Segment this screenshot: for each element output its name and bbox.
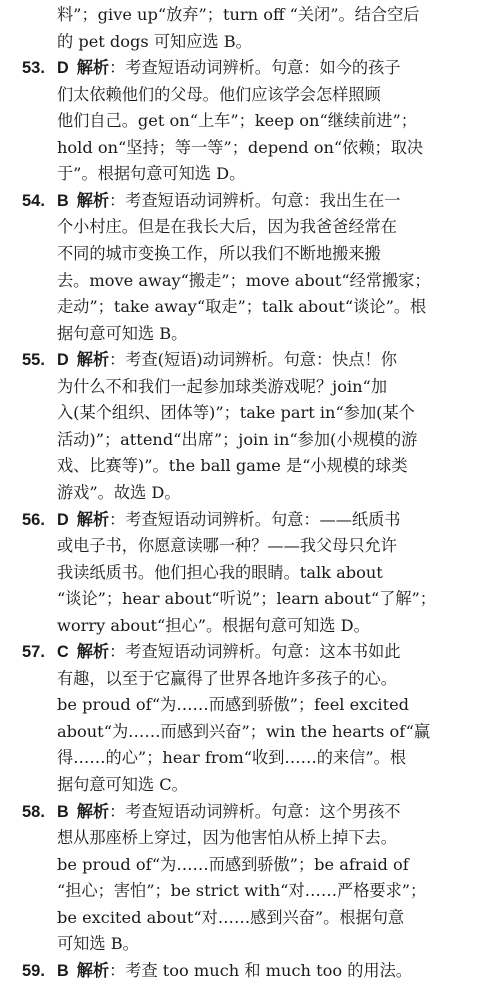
answer-letter: B bbox=[57, 961, 69, 980]
question-56-header bbox=[0, 507, 499, 533]
line-text: 的 pet dogs 可知应选 B。 bbox=[57, 31, 252, 51]
analysis-text: ：考查(短语)动词辨析。句意：快点！你 bbox=[109, 350, 397, 370]
analysis-text: ：考查短语动词辨析。句意：这本书如此 bbox=[109, 642, 401, 662]
explanation-line bbox=[0, 82, 499, 108]
answer-letter: D bbox=[57, 59, 69, 78]
answer-letter: D bbox=[57, 510, 69, 529]
answer-letter: C bbox=[57, 643, 69, 662]
analysis-text: ：考查短语动词辨析。句意：这个男孩不 bbox=[109, 801, 401, 821]
question-number: 56. bbox=[22, 510, 45, 529]
explanation-line bbox=[0, 294, 499, 320]
analysis-text: ：考查短语动词辨析。句意：我出生在一 bbox=[109, 190, 401, 210]
analysis-label: 解析 bbox=[76, 350, 110, 370]
line-text: worry about“担心”。根据句意可知选 D。 bbox=[57, 615, 370, 635]
explanation-line bbox=[0, 931, 499, 957]
explanation-line bbox=[0, 108, 499, 134]
question-53-header bbox=[0, 55, 499, 81]
question-number: 54. bbox=[22, 191, 45, 210]
explanation-line bbox=[0, 852, 499, 878]
line-text: 个小村庄。但是在我长大后，因为我爸爸经常在 bbox=[57, 217, 397, 237]
analysis-label: 解析 bbox=[76, 509, 110, 529]
line-text: “担心；害怕”；be strict with“对……严格要求”； bbox=[57, 881, 427, 901]
header-text bbox=[57, 507, 400, 533]
explanation-line bbox=[0, 586, 499, 612]
continuation-line bbox=[0, 29, 499, 55]
line-text: 据句意可知选 C。 bbox=[57, 774, 188, 794]
analysis-label: 解析 bbox=[76, 960, 110, 980]
line-text: 们太依赖他们的父母。他们应该学会怎样照顾 bbox=[57, 84, 381, 104]
line-text: 想从那座桥上穿过，因为他害怕从桥上掉下去。 bbox=[57, 828, 397, 847]
line-text: 不同的城市变换工作，所以我们不断地搬来搬 bbox=[57, 244, 381, 263]
explanation-line bbox=[0, 374, 499, 400]
analysis-label: 解析 bbox=[76, 642, 110, 662]
analysis-text: ：考查短语动词辨析。句意：如今的孩子 bbox=[109, 58, 401, 78]
answer-letter: B bbox=[57, 802, 69, 821]
line-text: hold on“坚持；等一等”；depend on“依赖；取决 bbox=[57, 137, 424, 157]
question-number: 59. bbox=[22, 961, 45, 980]
line-text: 据句意可知选 B。 bbox=[57, 323, 188, 343]
header-text bbox=[57, 188, 400, 214]
continuation-line bbox=[0, 2, 499, 28]
question-number: 57. bbox=[22, 643, 45, 662]
analysis-text: ：考查短语动词辨析。句意：——纸质书 bbox=[109, 509, 401, 529]
explanation-line bbox=[0, 480, 499, 506]
explanation-line bbox=[0, 719, 499, 745]
line-text: 走动”；take away“取走”；talk about“谈论”。根 bbox=[57, 297, 427, 317]
line-text: be proud of“为……而感到骄傲”；feel excited bbox=[57, 695, 410, 715]
explanation-line bbox=[0, 666, 499, 692]
question-number: 53. bbox=[22, 59, 45, 78]
explanation-line bbox=[0, 161, 499, 187]
explanation-line bbox=[0, 613, 499, 639]
header-text bbox=[57, 958, 412, 984]
explanation-line bbox=[0, 453, 499, 479]
explanation-line bbox=[0, 214, 499, 240]
header-text bbox=[57, 347, 397, 373]
line-text: “谈论”；hear about“听说”；learn about“了解”； bbox=[57, 589, 436, 609]
question-55-header bbox=[0, 347, 499, 373]
line-text: 可知选 B。 bbox=[57, 934, 139, 954]
line-text: 于”。根据句意可知选 D。 bbox=[57, 164, 246, 184]
line-text: 或电子书，你愿意读哪一种？——我父母只允许 bbox=[57, 536, 397, 555]
explanation-line bbox=[0, 135, 499, 161]
line-text: 戏、比赛等)”。the ball game 是“小规模的球类 bbox=[57, 456, 408, 476]
line-text: 活动)”；attend“出席”；join in“参加(小规模的游 bbox=[57, 429, 418, 449]
answer-letter: B bbox=[57, 191, 69, 210]
explanation-line bbox=[0, 533, 499, 559]
line-text: 他们自己。get on“上车”；keep on“继续前进”； bbox=[57, 111, 417, 131]
explanation-line bbox=[0, 905, 499, 931]
header-text bbox=[57, 55, 400, 81]
explanation-line bbox=[0, 241, 499, 267]
explanation-line bbox=[0, 400, 499, 426]
question-58-header bbox=[0, 799, 499, 825]
line-text: 为什么不和我们一起参加球类游戏呢？join“加 bbox=[57, 376, 388, 396]
explanation-line bbox=[0, 268, 499, 294]
explanation-line bbox=[0, 772, 499, 798]
line-text: about“为……而感到兴奋”；win the hearts of“赢 bbox=[57, 721, 431, 741]
line-text: 得……的心”；hear from“收到……的来信”。根 bbox=[57, 748, 407, 768]
question-57-header bbox=[0, 639, 499, 665]
answer-letter: D bbox=[57, 351, 69, 370]
explanation-line bbox=[0, 745, 499, 771]
question-54-header bbox=[0, 188, 499, 214]
line-text: be proud of“为……而感到骄傲”；be afraid of bbox=[57, 854, 409, 874]
explanation-line bbox=[0, 825, 499, 851]
explanation-line bbox=[0, 427, 499, 453]
line-text: 去。move away“搬走”；move about“经常搬家； bbox=[57, 270, 431, 290]
line-text: 游戏”。故选 D。 bbox=[57, 482, 181, 502]
explanation-line bbox=[0, 321, 499, 347]
explanation-line bbox=[0, 692, 499, 718]
analysis-label: 解析 bbox=[76, 801, 110, 821]
line-text: 料”；give up“放弃”；turn off “关闭”。结合空后 bbox=[57, 5, 420, 24]
header-text bbox=[57, 799, 400, 825]
question-59-header bbox=[0, 958, 499, 984]
question-number: 58. bbox=[22, 802, 45, 821]
analysis-text: ：考查 too much 和 much too 的用法。 bbox=[109, 960, 412, 980]
line-text: be excited about“对……感到兴奋”。根据句意 bbox=[57, 907, 405, 927]
analysis-label: 解析 bbox=[76, 190, 110, 210]
header-text bbox=[57, 639, 400, 665]
question-number: 55. bbox=[22, 351, 45, 370]
line-text: 入(某个组织、团体等)”；take part in“参加(某个 bbox=[57, 403, 415, 423]
line-text: 我读纸质书。他们担心我的眼睛。talk about bbox=[57, 562, 383, 582]
explanation-line bbox=[0, 560, 499, 586]
line-text: 有趣，以至于它赢得了世界各地许多孩子的心。 bbox=[57, 668, 397, 688]
explanation-line bbox=[0, 878, 499, 904]
analysis-label: 解析 bbox=[76, 58, 110, 78]
